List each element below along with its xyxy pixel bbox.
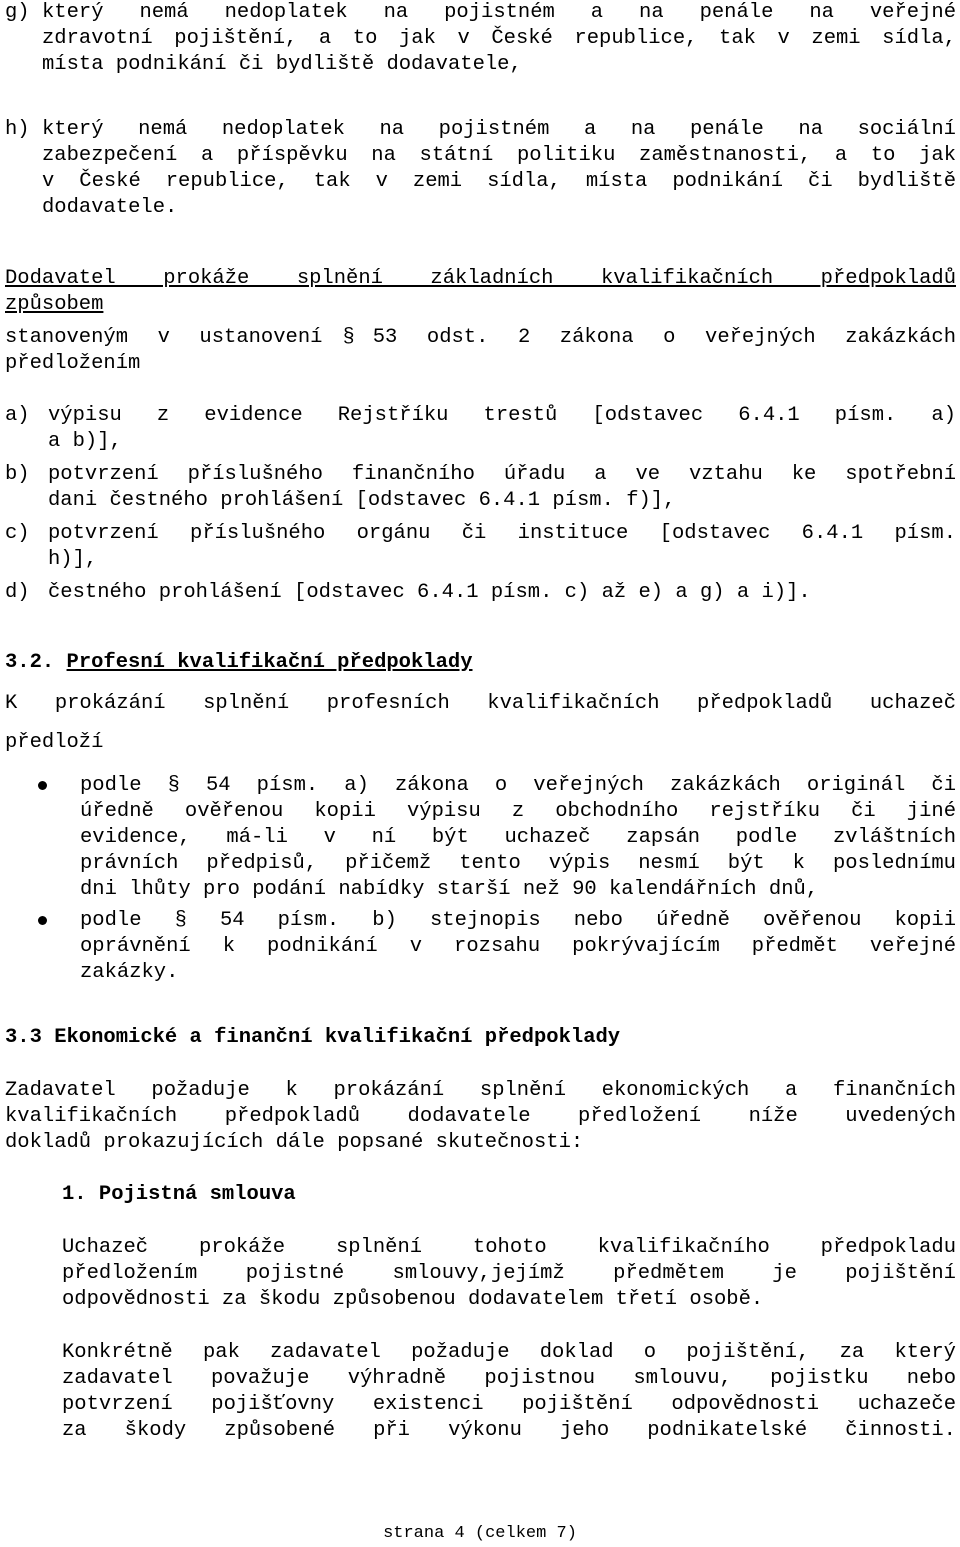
item-line: výpisu z evidence Rejstříku trestů [odstavec 6.4.1 písm. a) (48, 404, 956, 427)
proof-line-2: způsobem (5, 293, 104, 316)
intro-line: dokladů prokazujících dále popsané skutečnosti: (5, 1131, 584, 1154)
item-line: potvrzení příslušného finančního úřadu a ve vztahu ke spotřební (48, 463, 956, 486)
section-heading-3-2 (5, 650, 473, 676)
proof-item-d (5, 580, 956, 606)
section-33-para-2 (62, 1340, 956, 1444)
proof-item-c (5, 521, 956, 573)
bullet-line: podle § 54 písm. a) zákona o veřejných zakázkách originál či (80, 774, 956, 797)
item-line: zdravotní pojištění, a to jak v České republice, tak v zemi sídla, (42, 27, 956, 50)
para-line: potvrzení pojišťovny existenci pojištění odpovědnosti uchazeče (62, 1393, 956, 1416)
section-33-intro (5, 1078, 956, 1156)
bullet-item (80, 773, 956, 903)
bullet-line: právních předpisů, přičemž tento výpis nesmí být k poslednímu (80, 852, 956, 875)
item-line: potvrzení příslušného orgánu či instituce [odstavec 6.4.1 písm. (48, 522, 956, 545)
bullet-line: oprávnění k podnikání v rozsahu pokrývajícím předmět veřejné (80, 935, 956, 958)
bullet-dot (38, 916, 47, 925)
item-line: h)], (48, 548, 98, 571)
proof-line-3a: stanoveným v ustanovení (5, 326, 323, 349)
section-sign: § (342, 326, 355, 349)
item-line: místa podnikání či bydliště dodavatele, (42, 53, 522, 76)
bullet-line: zakázky. (80, 961, 179, 984)
item-line: v České republice, tak v zemi sídla, místa podnikání či bydliště (42, 170, 956, 193)
bullet-line: evidence, má-li v ní být uchazeč zapsán podle zvláštních (80, 826, 956, 849)
item-line: který nemá nedoplatek na pojistném a na penále na veřejné (42, 1, 956, 24)
para-line: předložením pojistné smlouvy,jejímž předmětem je pojištění (62, 1262, 956, 1285)
sub-heading-pojistna-smlouva: 1. Pojistná smlouva (62, 1183, 296, 1206)
item-label: h) (5, 118, 30, 141)
bullet-dot (38, 781, 47, 790)
heading-number: 3.2. (5, 651, 55, 674)
item-line: dodavatele. (42, 196, 178, 219)
proof-item-b (5, 462, 956, 514)
bullet-line: úředně ověřenou kopii výpisu z obchodního rejstříku či jiné (80, 800, 956, 823)
list-item-g (5, 0, 956, 78)
intro-line: Zadavatel požaduje k prokázání splnění ekonomických a finančních (5, 1079, 956, 1102)
section-32-intro-2: předloží (5, 731, 104, 754)
item-label: d) (5, 581, 30, 604)
para-line: zadavatel považuje výhradně pojistnou smlouvu, pojistku nebo (62, 1367, 956, 1390)
intro-line: kvalifikačních předpokladů dodavatele předložení níže uvedených (5, 1105, 956, 1128)
list-item-h (5, 117, 956, 221)
proof-line-4: předložením (5, 352, 141, 375)
item-line: dani čestného prohlášení [odstavec 6.4.1 písm. f)], (48, 489, 676, 512)
page-footer: strana 4 (celkem 7) (383, 1524, 577, 1543)
bullet-line: podle § 54 písm. b) stejnopis nebo úředně ověřenou kopii (80, 909, 956, 932)
item-label: c) (5, 522, 30, 545)
section-32-intro-1: K prokázání splnění profesních kvalifikačních předpokladů uchazeč (5, 692, 956, 715)
item-line: čestného prohlášení [odstavec 6.4.1 písm. c) až e) a g) a i)]. (48, 581, 811, 604)
item-label: g) (5, 1, 30, 24)
item-line: a b)], (48, 430, 122, 453)
section-33-para-1 (62, 1235, 956, 1313)
bullet-item (80, 908, 956, 986)
proof-item-a (5, 403, 956, 455)
para-line: za škody způsobené při výkonu jeho podnikatelské činnosti. (62, 1419, 956, 1442)
item-line: zabezpečení a příspěvku na státní politiku zaměstnanosti, a to jak (42, 144, 956, 167)
section-heading-3-3: 3.3 Ekonomické a finanční kvalifikační předpoklady (5, 1026, 621, 1049)
proof-line-1: Dodavatel prokáže splnění základních kvalifikačních předpokladů (5, 267, 956, 290)
proof-line-3 (5, 325, 956, 351)
item-label: b) (5, 463, 30, 486)
para-line: Konkrétně pak zadavatel požaduje doklad o pojištění, za který (62, 1341, 956, 1364)
item-label: a) (5, 404, 30, 427)
item-line: který nemá nedoplatek na pojistném a na penále na sociální (42, 118, 956, 141)
para-line: Uchazeč prokáže splnění tohoto kvalifikačního předpokladu (62, 1236, 956, 1259)
proof-line-3b: 53 odst. 2 zákona o veřejných zakázkách (372, 326, 956, 349)
bullet-line: dni lhůty pro podání nabídky starší než 90 kalendářních dnů, (80, 878, 819, 901)
heading-text: Profesní kvalifikační předpoklady (66, 651, 473, 674)
para-line: odpovědnosti za škodu způsobenou dodavatelem třetí osobě. (62, 1288, 764, 1311)
